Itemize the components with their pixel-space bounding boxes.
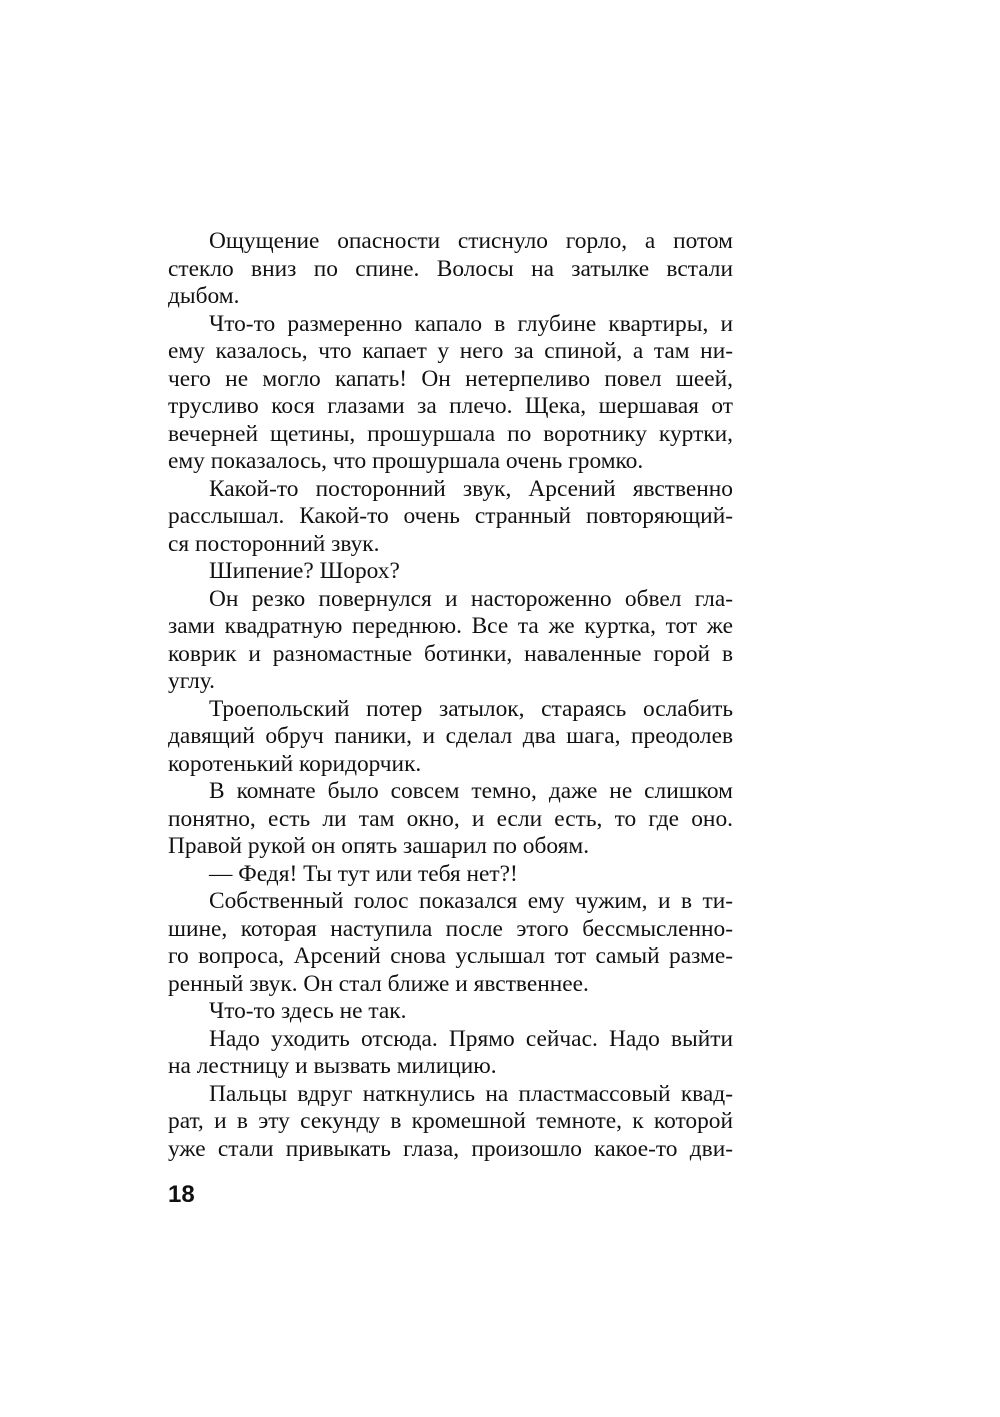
text-line: понятно, есть ли там окно, и если есть, то где оно. — [168, 805, 733, 832]
text-line: чего не могло капать! Он нетерпеливо повел шеей, — [168, 365, 733, 392]
text-line: Какой-то посторонний звук, Арсений явственно — [209, 475, 733, 502]
text-line: уже стали привыкать глаза, произошло какое-то дви- — [168, 1135, 733, 1162]
text-line: Троепольский потер затылок, стараясь ослабить — [209, 695, 733, 722]
text-line: ему казалось, что капает у него за спиной, а там ни- — [168, 338, 733, 364]
text-line: на лестницу и вызвать милицию. — [168, 1053, 497, 1079]
text-line: го вопроса, Арсений снова услышал тот самый разме- — [168, 943, 733, 969]
text-line: давящий обруч паники, и сделал два шага, преодолев — [168, 723, 733, 749]
text-line: В комнате было совсем темно, даже не слишком — [209, 778, 733, 804]
text-line: ренный звук. Он стал ближе и явственнее. — [168, 970, 589, 997]
text-line: зами квадратную переднюю. Все та же куртка, тот же — [168, 613, 733, 639]
text-line: трусливо кося глазами за плечо. Щека, шершавая от — [168, 393, 733, 419]
text-line: Надо уходить отсюда. Прямо сейчас. Надо выйти — [209, 1025, 733, 1052]
text-line: расслышал. Какой-то очень странный повторяющий- — [168, 503, 733, 529]
paragraph — [168, 888, 733, 998]
body-text — [168, 228, 733, 1163]
text-line: шине, которая наступила после этого бессмысленно- — [168, 915, 733, 942]
paragraph — [168, 1026, 733, 1081]
text-line: Правой рукой он опять зашарил по обоям. — [168, 833, 590, 859]
text-line: Что-то размеренно капало в глубине квартиры, и — [209, 310, 733, 337]
text-line: Пальцы вдруг наткнулись на пластмассовый квад- — [209, 1080, 733, 1107]
paragraph — [168, 228, 733, 311]
text-line: дыбом. — [168, 283, 240, 309]
text-line: Ощущение опасности стиснуло горло, а потом — [209, 228, 733, 254]
paragraph — [168, 558, 733, 586]
text-line: Шипение? Шорох? — [209, 558, 400, 584]
text-line: рат, и в эту секунду в кромешной темноте, к которой — [168, 1108, 733, 1134]
text-line: вечерней щетины, прошуршала по воротнику куртки, — [168, 420, 733, 447]
paragraph — [168, 696, 733, 779]
paragraph — [168, 476, 733, 559]
text-line: стекло вниз по спине. Волосы на затылке встали — [168, 255, 733, 282]
text-line: Он резко повернулся и настороженно обвел гла- — [209, 585, 733, 612]
text-line: Собственный голос показался ему чужим, и в ти- — [209, 888, 733, 914]
text-line: — Федя! Ты тут или тебя нет?! — [209, 860, 518, 887]
text-line: углу. — [168, 668, 215, 694]
paragraph — [168, 861, 733, 889]
text-line: коротенький коридорчик. — [168, 750, 422, 777]
paragraph — [168, 1081, 733, 1164]
text-line: ему показалось, что прошуршала очень громко. — [168, 448, 644, 474]
paragraph — [168, 998, 733, 1026]
text-line: ся посторонний звук. — [168, 530, 380, 557]
text-line: Что-то здесь не так. — [209, 998, 407, 1024]
paragraph — [168, 778, 733, 861]
paragraph — [168, 311, 733, 476]
text-line: коврик и разномастные ботинки, наваленные горой в — [168, 640, 733, 667]
page-number: 18 — [168, 1181, 195, 1208]
paragraph — [168, 586, 733, 696]
